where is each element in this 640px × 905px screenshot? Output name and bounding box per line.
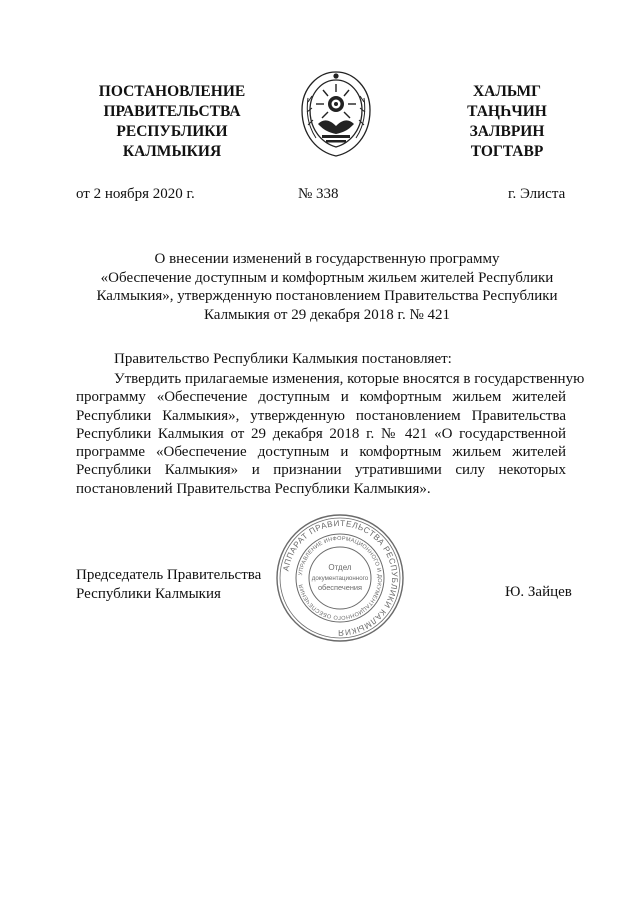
body-line: Республики Калмыкия от 29 декабря 2018 г. № 421 «О государственной xyxy=(76,425,566,442)
signatory-position-line: Председатель Правительства xyxy=(76,567,262,583)
header-right-line: ТАҢҺЧИН xyxy=(467,103,547,120)
header-left-line: ПРАВИТЕЛЬСТВА xyxy=(103,103,241,120)
body-line: Республики Калмыкия», утвержденную постановлением Правительства xyxy=(76,407,566,424)
signatory-position xyxy=(76,566,261,603)
document-number: № 338 xyxy=(298,186,339,202)
stamp-center-line: документационного xyxy=(311,575,369,582)
stamp-outer-text: АППАРАТ ПРАВИТЕЛЬСТВА РЕСПУБЛИКИ КАЛМЫКИЯ xyxy=(281,518,400,638)
header-left-line: КАЛМЫКИЯ xyxy=(122,143,222,160)
header-left-line: ПОСТАНОВЛЕНИЕ xyxy=(98,83,246,100)
title-line: Калмыкия», утвержденную постановлением Правительства Республики xyxy=(96,288,558,304)
signatory-name: Ю. Зайцев xyxy=(505,584,572,600)
header-right-line: ЗАЛВРИН xyxy=(469,123,545,140)
body-line: программу «Обеспечение доступным и комфортным жильем жителей xyxy=(76,389,566,406)
body-line: постановлений Правительства Республики Калмыкия». xyxy=(76,480,431,497)
body-line: Утвердить прилагаемые изменения, которые вносятся в государственную xyxy=(114,371,585,387)
signatory-position-line: Республики Калмыкия xyxy=(76,585,221,602)
stamp-center-line: Отдел xyxy=(328,563,352,572)
official-stamp xyxy=(274,512,406,644)
header-right-line: ТОГТАВР xyxy=(470,143,544,160)
stamp-center-line: обеспечения xyxy=(317,583,363,592)
body-text xyxy=(76,370,585,498)
document-city: г. Элиста xyxy=(508,186,566,202)
title-line: «Обеспечение доступным и комфортным жильем жителей Республики xyxy=(100,269,554,286)
header-right xyxy=(452,82,562,162)
body-line: программе «Обеспечение доступным и комфортным жильем жителей xyxy=(76,444,566,461)
stamp-middle-text: УПРАВЛЕНИЕ ИНФОРМАЦИОННОГО И ДОКУМЕНТАЦИОННОГО ОБЕСПЕЧЕНИЯ xyxy=(298,535,383,621)
coat-of-arms-icon xyxy=(296,68,376,160)
intro-text: Правительство Республики Калмыкия постановляет: xyxy=(114,351,452,367)
body-line: Республики Калмыкия» и признании утратившими силу некоторых xyxy=(76,462,566,479)
title-line: Калмыкия от 29 декабря 2018 г. № 421 xyxy=(203,306,451,323)
document-date: от 2 ноября 2020 г. xyxy=(76,186,195,202)
header-left-line: РЕСПУБЛИКИ xyxy=(116,123,228,140)
title-line: О внесении изменений в государственную программу xyxy=(154,251,500,267)
header-left xyxy=(82,82,262,162)
document-title xyxy=(92,250,562,324)
header-right-line: ХАЛЬМГ xyxy=(472,83,542,100)
